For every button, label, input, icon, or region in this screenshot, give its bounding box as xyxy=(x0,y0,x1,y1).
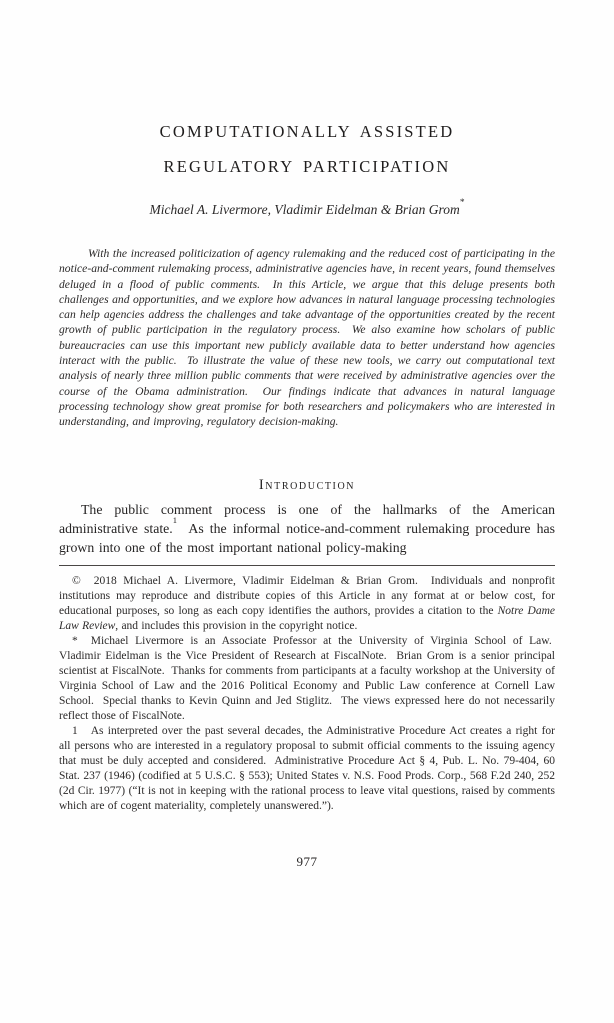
footnote-ref-1: 1 xyxy=(172,514,178,525)
article-title xyxy=(59,114,555,184)
author-note xyxy=(59,634,555,724)
abstract: With the increased politicization of agency rulemaking and the reduced cost of participating in the notice-and-comment rulemaking process, administrative agencies have, in recent years, found themselves deluged in a flood of public comments. In this Article, we argue that this deluge presents both challenges and opportunities, and we explore how advances in natural language processing technologies can help agencies address the challenges and take advantage of the opportunities created by the recent growth of public participation in the regulatory process. We also examine how scholars of public bureaucracies can use this important new publicly available data to better understand how agencies interact with the public. To illustrate the value of these new tools, we carry out computational text analysis of nearly three million public comments that were received by administrative agencies over the course of the Obama administration. Our findings indicate that advances in natural language processing technology show great promise for both researchers and policymakers who are interested in understanding, and improving, regulatory decision-making. xyxy=(59,247,555,429)
byline-authors: Michael A. Livermore, Vladimir Eidelman & Brian Grom xyxy=(149,202,460,217)
intro-paragraph-text: The public comment process is one of the hallmarks of the American administrative state. xyxy=(59,502,555,536)
footnote-1 xyxy=(59,724,555,814)
section-heading-introduction: Introduction xyxy=(258,477,356,493)
byline-note-ref: * xyxy=(459,197,465,208)
intro-paragraph-text-continued: As the informal notice-and-comment rulemaking procedure has grown into one of the most important national policy-making xyxy=(59,520,556,555)
footnote-1-marker: 1 xyxy=(72,725,78,737)
byline xyxy=(59,197,555,218)
author-note-text: Michael Livermore is an Associate Professor at the University of Virginia School of Law. Vladimir Eidelman is the Vice President of Research at FiscalNote. Brian Grom is a senior principal scientist at FiscalNote. Thanks for comments from participants at a faculty workshop at the University of Virginia School of Law and the 2016 Political Economy and Public Law conference at Cornell Law School. Special thanks to Kevin Quinn and Jed Stiglitz. The views expressed here do not necessarily reflect those of FiscalNote. xyxy=(59,635,555,722)
copyright-symbol: © xyxy=(72,575,81,587)
page-number: 977 xyxy=(296,854,318,869)
copyright-note-text: 2018 Michael A. Livermore, Vladimir Eidelman & Brian Grom. Individuals and nonprofit institutions may reproduce and distribute copies of this Article in any format at or below cost, for educational purposes, so long as each copy identifies the authors, provides a citation to the xyxy=(59,575,555,617)
author-note-marker: * xyxy=(72,635,78,647)
title-line-2: REGULATORY PARTICIPATION xyxy=(163,157,451,176)
footnote-separator-rule xyxy=(59,565,555,566)
footnote-1-text: As interpreted over the past several decades, the Administrative Procedure Act creates a right for all persons who are interested in a regulatory proposal to submit official comments to the issuing agency that must be duly accepted and considered. Administrative Procedure Act § 4, Pub. L. No. 79-404, 60 Stat. 237 (1946) (codified at 5 U.S.C. § 553); United States v. N.S. Food Prods. Corp., 568 F.2d 240, 252 (2d Cir. 1977) (“It is not in keeping with the rational process to leave vital questions, raised by comments which are of cogent materiality, completely unanswered.”). xyxy=(59,725,555,812)
title-line-1: COMPUTATIONALLY ASSISTED xyxy=(159,122,455,141)
footnote-block xyxy=(59,565,555,814)
copyright-note-text-end: , and includes this provision in the copyright notice. xyxy=(115,620,358,632)
copyright-note-journal-name: Notre Dame Law Review xyxy=(59,605,555,632)
copyright-note xyxy=(59,574,555,634)
intro-paragraph xyxy=(59,501,555,557)
